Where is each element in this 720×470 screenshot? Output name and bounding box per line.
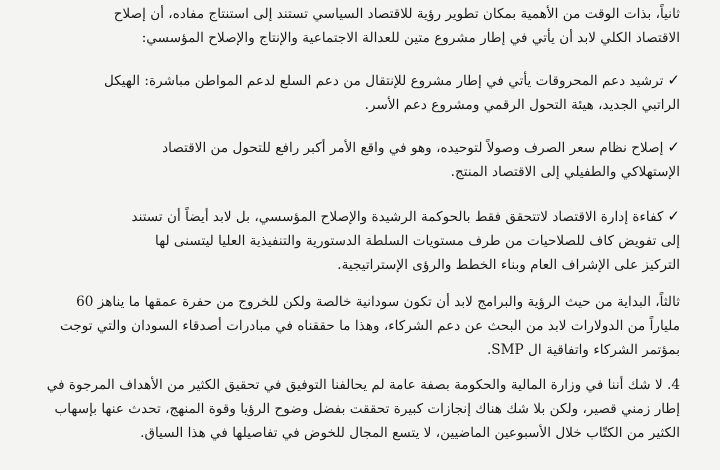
text-line: إلى تفويض كاف للصلاحيات من طرف مستويات السلطة الدستورية والتنفيذية العليا ليتسنى لها xyxy=(155,233,680,249)
paragraph-fourth xyxy=(42,373,680,445)
bullet-text: كفاءة إدارة الاقتصاد لاتتحقق فقط بالحوكمة الرشيدة والإصلاح المؤسسي، بل لابد أيضاً أن تستند xyxy=(131,209,664,225)
text-line: التركيز على الإشراف العام وبناء الخطط والرؤى الإستراتيجية. xyxy=(337,257,680,273)
bullet-fuel-subsidy xyxy=(42,68,680,117)
bullet-economic-management xyxy=(42,204,680,277)
checkmark-icon: ✓ xyxy=(667,71,680,89)
text-line: 4. لا شك أننا في وزارة المالية والحكومة بصفة عامة لم يحالفنا التوفيق في تحقيق الكثير من الأهداف المرجوة في xyxy=(46,377,680,393)
text-line xyxy=(42,204,680,229)
bullet-text: إصلاح نظام سعر الصرف وصولاً لتوحيده، وهو في واقع الأمر أكبر رافع للتحول من الاقتصاد xyxy=(162,140,664,156)
text-line: الراتبي الجديد، هيئة التحول الرقمي ومشروع دعم الأسر. xyxy=(364,97,680,113)
text-line xyxy=(42,135,680,160)
text-line: الإستهلاكي والطفيلي إلى الاقتصاد المنتج. xyxy=(450,164,680,180)
text-line: إطار زمني قصير، ولكن بلا شك هناك إنجازات كبيرة تحققت بفضل وضوح الرؤيا وقوة المنهج، تحدث عنها بإسهاب xyxy=(54,401,680,417)
text-line xyxy=(42,68,680,93)
bullet-exchange-rate xyxy=(42,135,680,184)
text-line: بمؤتمر الشركاء واتفاقية ال SMP. xyxy=(486,342,680,358)
text-line: الاقتصاد الكلي لابد أن يأتي في إطار مشروع متين للعدالة الاجتماعية والإنتاج والإصلاح المؤسسي: xyxy=(141,30,680,46)
text-line: الكثير من الكتّاب خلال الأسبوعين الماضيين، لا يتسع المجال للخوض في تفاصيلها في هذا السياق. xyxy=(140,425,680,441)
bullet-text: ترشيد دعم المحروقات يأتي في إطار مشروع للإنتقال من دعم السلع لدعم المواطن مباشرة: الهيكل xyxy=(103,73,664,89)
text-line: ثانياً، بذات الوقت من الأهمية بمكان تطوير رؤية للاقتصاد السياسي تستند إلى استنتاج مفاده، أن إصلاح xyxy=(113,6,680,22)
text-line: ملياراً من الدولارات لابد من البحث عن دعم الشركاء، وهذا ما حققناه في مبادرات أصدقاء السودان والتي توجت xyxy=(60,318,680,334)
paragraph-second xyxy=(42,2,680,50)
checkmark-icon: ✓ xyxy=(667,138,680,156)
text-line: ثالثاً، البداية من حيث الرؤية والبرامج لابد أن تكون سودانية خالصة ولكن للخروج من حفرة عمقها ما يناهز 60 xyxy=(76,294,680,310)
checkmark-icon: ✓ xyxy=(667,207,680,225)
paragraph-third xyxy=(42,290,680,362)
